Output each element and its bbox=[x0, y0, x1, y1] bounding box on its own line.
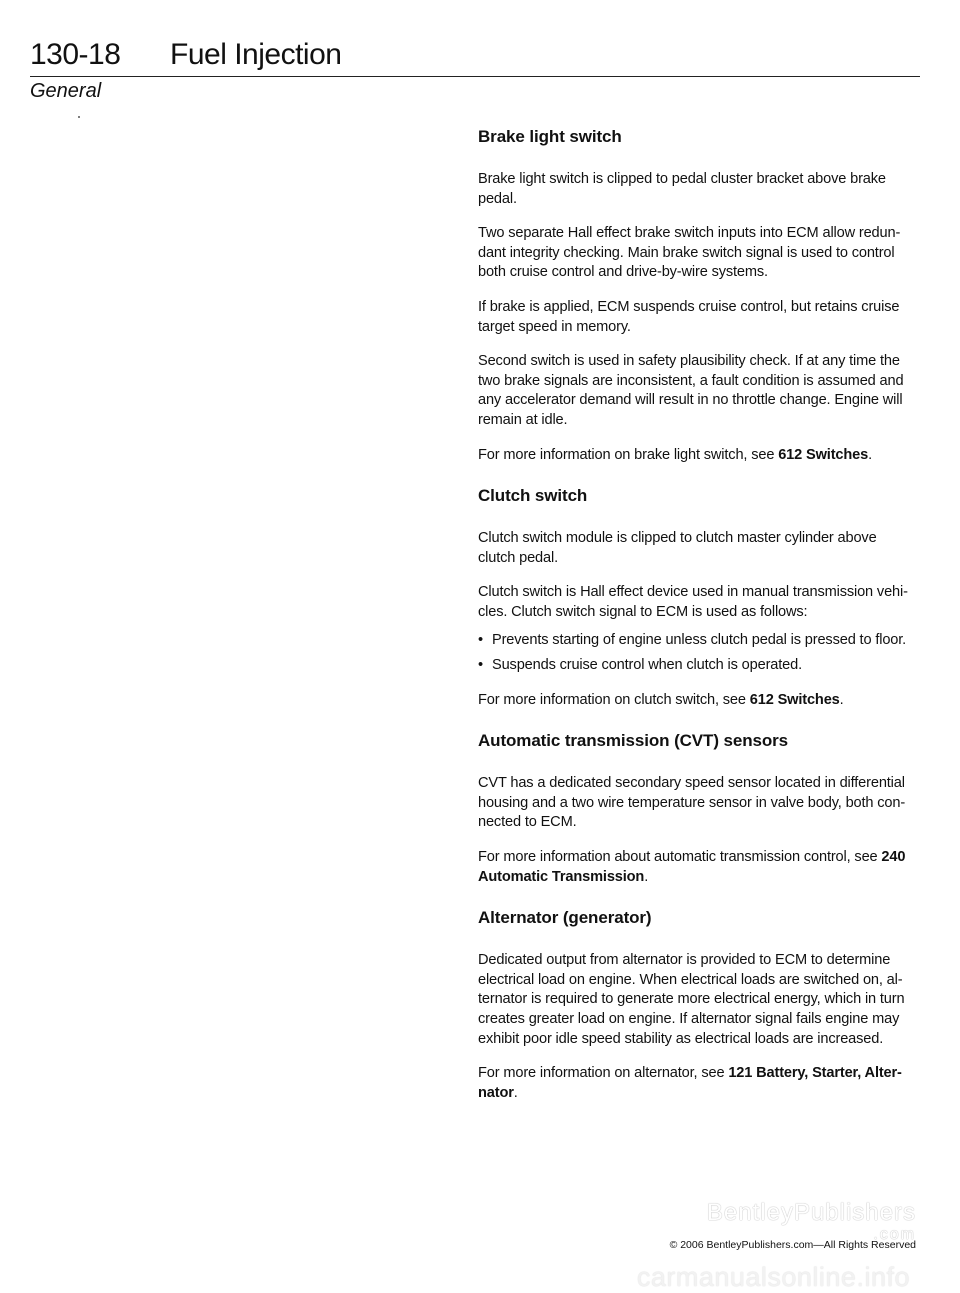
list-item-text: Suspends cruise control when clutch is operated. bbox=[492, 657, 802, 674]
site-watermark: carmanualsonline.info bbox=[636, 1262, 910, 1292]
reference-text: For more information on clutch switch, see bbox=[478, 691, 750, 708]
paragraph: Brake light switch is clipped to pedal cluster bracket above brake pedal. bbox=[478, 171, 886, 207]
paragraph: CVT has a dedicated secondary speed sensor located in differential housing and a two wire temperature sensor in valve body, both con-nected to ECM. bbox=[478, 775, 906, 831]
list-item bbox=[478, 631, 914, 651]
bullet-list bbox=[478, 631, 914, 676]
section-heading: Alternator (generator) bbox=[478, 908, 652, 928]
reference-punct: . bbox=[644, 868, 649, 885]
section-heading: Brake light switch bbox=[478, 127, 622, 146]
copyright-notice: © 2006 BentleyPublishers.com—All Rights Reserved bbox=[669, 1239, 916, 1251]
reference-link[interactable]: 612 Switches bbox=[778, 446, 869, 463]
cross-reference bbox=[478, 691, 914, 711]
reference-punct: . bbox=[868, 446, 872, 463]
reference-punct: . bbox=[839, 691, 844, 708]
reference-link[interactable]: 612 Switches bbox=[749, 691, 840, 708]
stray-mark bbox=[78, 116, 80, 118]
watermark-subtext: .com bbox=[873, 1226, 916, 1243]
watermark-text: BentleyPublishers bbox=[706, 1199, 916, 1226]
reference-link[interactable]: 240 Automatic Transmission bbox=[478, 849, 906, 885]
reference-text: For more information on brake light switch, see bbox=[478, 446, 779, 463]
paragraph: Second switch is used in safety plausibility check. If at any time the two brake signals are inconsistent, a fault condition is assumed and any accelerator demand will result in no throttle change. Engine will remain at idle. bbox=[478, 353, 904, 428]
reference-text: For more information on alternator, see bbox=[478, 1065, 729, 1082]
section-clutch-switch bbox=[478, 485, 914, 710]
cross-reference bbox=[478, 1064, 914, 1103]
body-content bbox=[478, 126, 914, 1118]
list-item bbox=[478, 656, 914, 676]
paragraph: Two separate Hall effect brake switch inputs into ECM allow redun-dant integrity checking. Main brake switch signal is used to control both cruise control and drive-by-wire systems. bbox=[478, 225, 901, 281]
section-heading: Clutch switch bbox=[478, 486, 588, 506]
section-heading: Automatic transmission (CVT) sensors bbox=[478, 731, 789, 751]
reference-text: For more information about automatic transmission control, see bbox=[478, 849, 882, 866]
list-item-text: Prevents starting of engine unless clutch pedal is pressed to floor. bbox=[492, 631, 907, 648]
cross-reference bbox=[478, 446, 914, 466]
reference-punct: . bbox=[513, 1084, 518, 1101]
bullet-icon: • bbox=[478, 657, 483, 674]
section-label: General bbox=[30, 80, 102, 102]
chapter-title: Fuel Injection bbox=[170, 38, 342, 71]
paragraph: Clutch switch module is clipped to clutch master cylinder above clutch pedal. bbox=[478, 530, 877, 566]
section-cvt-sensors bbox=[478, 730, 914, 887]
reference-link[interactable]: 121 Battery, Starter, Alter-nator bbox=[478, 1065, 902, 1101]
section-alternator bbox=[478, 907, 914, 1103]
paragraph: If brake is applied, ECM suspends cruise control, but retains cruise target speed in memory. bbox=[478, 298, 900, 335]
paragraph: Dedicated output from alternator is provided to ECM to determine electrical load on engine. When electrical loads are switched on, al-ternator is required to generate more electrical energy, which in turn creates greater load on engine. If alternator signal fails engine may exhibit poor idle speed stability as electrical loads are increased. bbox=[478, 952, 905, 1047]
page-number: 130-18 bbox=[30, 38, 121, 71]
cross-reference bbox=[478, 848, 914, 887]
header-rule bbox=[30, 76, 920, 77]
bullet-icon: • bbox=[478, 631, 483, 648]
section-brake-light-switch bbox=[478, 126, 914, 465]
page-header bbox=[30, 38, 920, 102]
paragraph: Clutch switch is Hall effect device used in manual transmission vehi-cles. Clutch switch signal to ECM is used as follows: bbox=[478, 584, 908, 620]
